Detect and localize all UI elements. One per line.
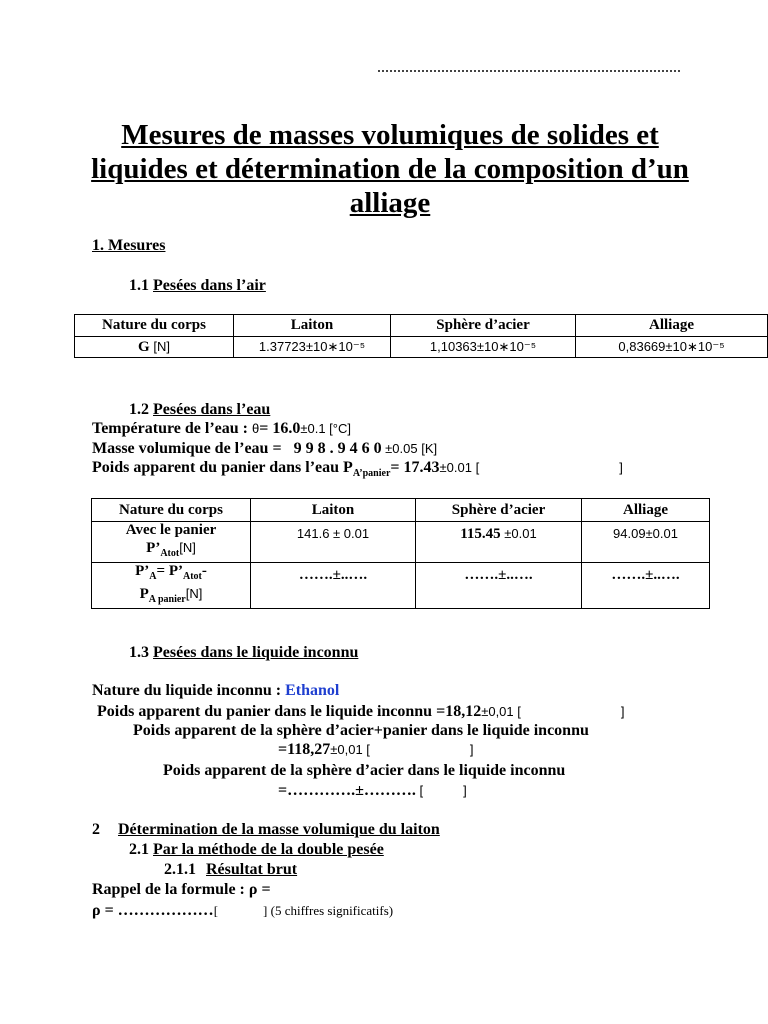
table2-row1-label-unit: [N] [179, 540, 196, 555]
page-header-scribble [378, 70, 680, 78]
table2-row2-label [92, 563, 251, 609]
table1-value-alliage: 0,83669±10∗10⁻⁵ [576, 337, 768, 358]
subsection-1-3-heading [129, 644, 358, 662]
section-2-title: Détermination de la masse volumique du laiton [118, 821, 440, 838]
subsection-1-3-title: Pesées dans le liquide inconnu [153, 644, 359, 661]
subsection-1-2-title: Pesées dans l’eau [153, 401, 271, 418]
temperature-value: = 16.0 [259, 420, 301, 437]
subsection-1-1-title: Pesées dans l’air [153, 277, 266, 294]
table2-row1-sphere-uncertainty: ±0.01 [500, 526, 537, 541]
masse-volumique-value: 9 9 8 . 9 4 6 0 [293, 440, 382, 457]
poids-sphere-liquide-value: =………….±………. [278, 782, 416, 799]
subsection-2-1-1-title: Résultat brut [206, 861, 298, 878]
poids-panier-liquide-bracket: ] [620, 704, 625, 719]
poids-sphere-panier-liquide-value: =118,27 [278, 741, 331, 758]
subsection-2-1-number: 2.1 [129, 841, 153, 858]
poids-sphere-panier-liquide-value-line [278, 741, 474, 759]
section-2-heading [92, 821, 440, 839]
table2-row2-label-pa: P’ [135, 563, 150, 579]
table1-header-sphere: Sphère d’acier [391, 315, 576, 337]
table2-header-nature: Nature du corps [92, 499, 251, 522]
table1-row-label-g: G [138, 338, 150, 355]
masse-volumique-line [92, 440, 437, 458]
table2-row2-label-sub-apanier: A panier [148, 594, 186, 605]
table2-header-alliage: Alliage [582, 499, 710, 522]
document-title: Mesures de masses volumiques de solides et liquides et détermination de la composition d’un alliage [91, 119, 689, 219]
subsection-2-1-1-heading [164, 861, 297, 879]
table2-row1-label-text: Avec le panier [125, 522, 217, 538]
table2-header-sphere: Sphère d’acier [416, 499, 582, 522]
poids-sphere-liquide-label: Poids apparent de la sphère d’acier dans le liquide inconnu [163, 762, 566, 779]
section-1-heading: 1. Mesures [92, 237, 166, 254]
table2-row2-value-laiton: …….±..…. [251, 563, 416, 609]
table2-row1-label-symbol: P’ [146, 540, 161, 556]
subsection-2-1-heading [129, 841, 384, 859]
poids-sphere-panier-liquide-bracket: ] [469, 742, 474, 757]
table-pesees-eau [91, 498, 710, 609]
poids-sphere-liquide-bracket-open: [ [415, 783, 424, 798]
table2-row1-value-sphere [416, 522, 582, 563]
table2-row2-label-p: P [139, 586, 149, 602]
rho-result-bracket-open: [ [213, 903, 219, 918]
poids-panier-eau-uncertainty: ±0.01 [ [439, 460, 480, 475]
table2-row1-value-laiton: 141.6 ± 0.01 [251, 522, 416, 563]
rappel-formule: Rappel de la formule : ρ = [92, 881, 271, 898]
section-2-number: 2 [92, 821, 100, 838]
poids-panier-eau-bracket: ] [619, 460, 623, 475]
table1-header-laiton: Laiton [234, 315, 391, 337]
subsection-1-2-number: 1.2 [129, 401, 153, 418]
table2-row2-value-sphere: …….±..…. [416, 563, 582, 609]
nature-liquide-value: Ethanol [285, 682, 340, 699]
rho-result-value: ρ = ……………… [92, 902, 214, 919]
nature-liquide-line [92, 682, 339, 700]
poids-panier-eau-line [92, 459, 623, 479]
subsection-1-1-heading [129, 277, 266, 295]
rho-result-bracket-close: ] (5 chiffres significatifs) [263, 903, 394, 918]
temperature-symbol: θ [251, 421, 260, 436]
table2-row2-label-eq: = P’ [156, 563, 183, 579]
rho-result-line [92, 902, 393, 920]
poids-panier-liquide-label: Poids apparent du panier dans le liquide inconnu =18,12 [97, 703, 482, 720]
table2-row2-label-sub-a: A [149, 571, 157, 582]
table1-row-label [75, 337, 234, 358]
poids-panier-eau-label: Poids apparent du panier dans l’eau P [92, 459, 353, 476]
poids-sphere-liquide-value-line [278, 782, 467, 800]
table2-row2-label-minus: - [201, 563, 207, 579]
temperature-uncertainty: ±0.1 [°C] [300, 421, 351, 436]
poids-panier-liquide-uncertainty: ±0,01 [ [481, 704, 521, 719]
temperature-label: Température de l’eau : [92, 420, 252, 437]
subsection-1-1-number: 1.1 [129, 277, 153, 294]
table2-row2-label-sub-atot: Atot [182, 571, 202, 582]
subsection-1-3-number: 1.3 [129, 644, 153, 661]
table1-value-sphere: 1,10363±10∗10⁻⁵ [391, 337, 576, 358]
table2-row2-label-unit: [N] [185, 586, 203, 601]
table1-header-alliage: Alliage [576, 315, 768, 337]
table2-row1-label [92, 522, 251, 563]
poids-sphere-liquide-bracket-close: ] [463, 783, 467, 798]
table2-header-laiton: Laiton [251, 499, 416, 522]
table2-row1-label-subscript: Atot [160, 548, 180, 559]
masse-volumique-uncertainty: ±0.05 [K] [381, 441, 438, 456]
subsection-2-1-1-number: 2.1.1 [164, 861, 196, 878]
subsection-2-1-title: Par la méthode de la double pesée [153, 841, 384, 858]
table2-row1-value-alliage: 94.09±0.01 [582, 522, 710, 563]
table2-row2-value-alliage: …….±..…. [582, 563, 710, 609]
poids-panier-liquide-line [97, 703, 625, 721]
poids-sphere-panier-liquide-label: Poids apparent de la sphère d’acier+panier dans le liquide inconnu [133, 722, 589, 739]
nature-liquide-label: Nature du liquide inconnu : [92, 682, 286, 699]
poids-panier-eau-value: = 17.43 [390, 459, 440, 476]
poids-panier-eau-subscript: A’panier [352, 468, 391, 480]
table1-row-label-unit: [N] [149, 338, 170, 354]
masse-volumique-label: Masse volumique de l’eau = [92, 440, 286, 457]
temperature-line [92, 420, 351, 438]
table1-value-laiton: 1.37723±10∗10⁻⁵ [234, 337, 391, 358]
table1-header-nature: Nature du corps [75, 315, 234, 337]
table-pesees-air [74, 314, 768, 358]
table2-row1-sphere-value: 115.45 [460, 526, 501, 542]
subsection-1-2-heading [129, 401, 270, 419]
poids-sphere-panier-liquide-uncertainty: ±0,01 [ [330, 742, 370, 757]
